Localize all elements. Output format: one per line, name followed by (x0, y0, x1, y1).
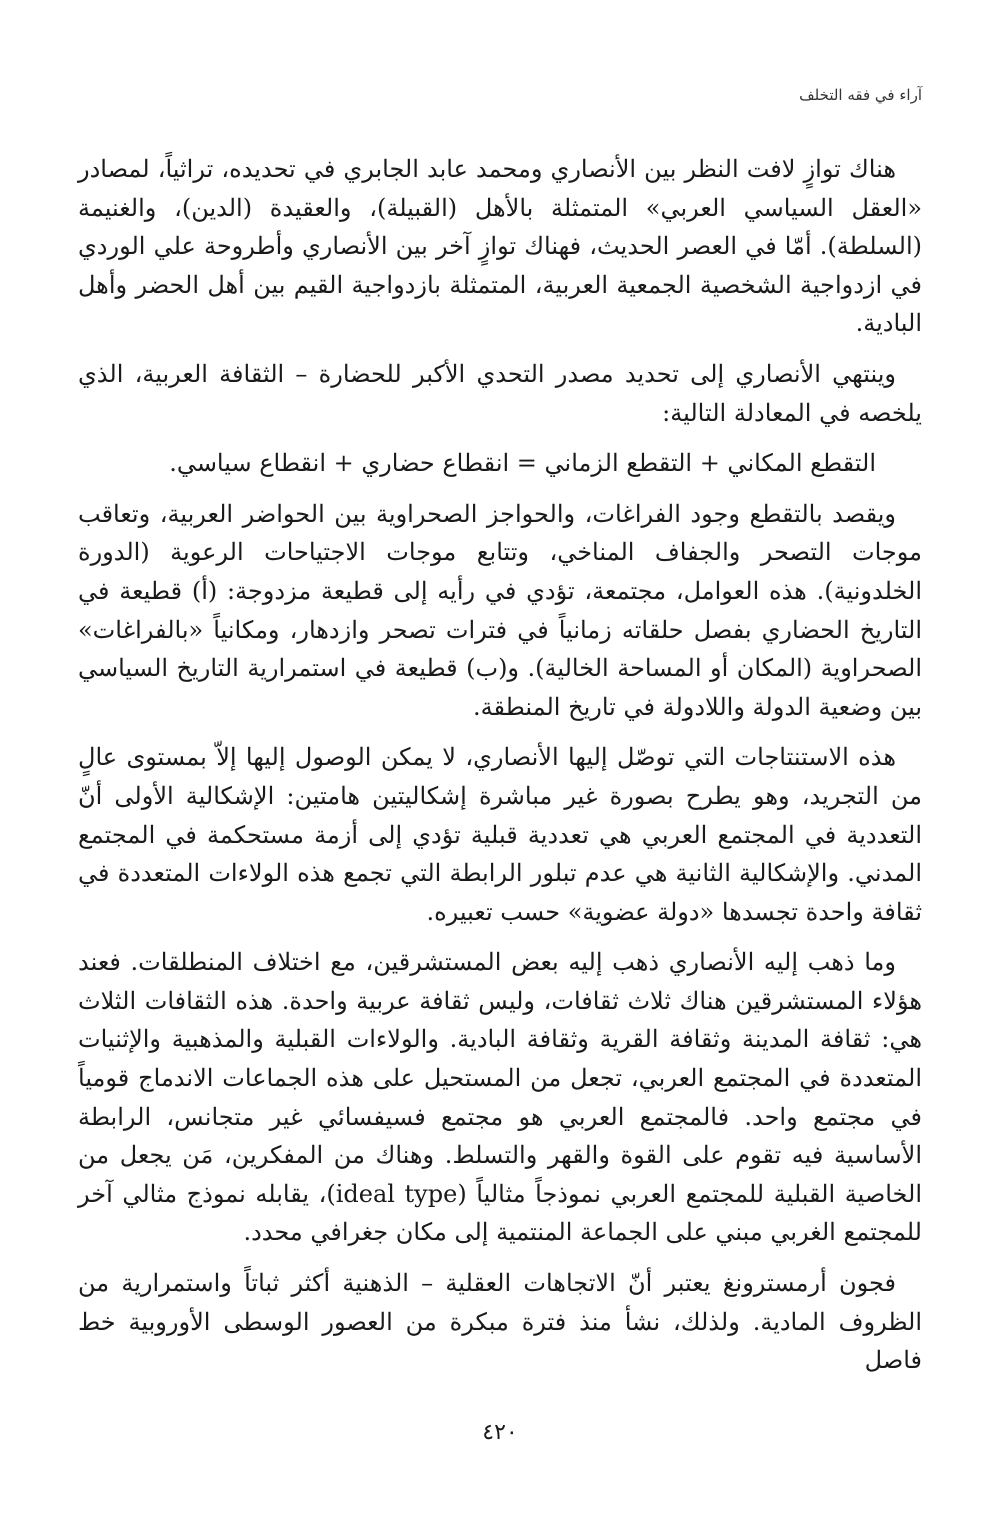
page-number: ٤٢٠ (482, 1420, 518, 1445)
equation-line: التقطع المكاني + التقطع الزماني = انقطاع حضاري + انقطاع سياسي. (169, 449, 876, 478)
paragraph-5: وما ذهب إليه الأنصاري ذهب إليه بعض المستشرقين، مع اختلاف المنطلقات. فعند هؤلاء المستشرقين هناك ثلاث ثقافات، وليس ثقافة عربية واحدة. هذه الثقافات الثلاث هي: ثقافة المدينة وثقافة القرية وثقافة البادية. والولاءات القبلية والمذهبية والإثنيات المتعددة في المجتمع العربي، تجعل من المستحيل على هذه الجماعات الاندماج قومياً في مجتمع واحد. فالمجتمع العربي هو مجتمع فسيفسائي غير متجانس، الرابطة الأساسية فيه تقوم على القوة والقهر والتسلط. وهناك من المفكرين، مَن يجعل من الخاصية القبلية للمجتمع العربي نموذجاً مثالياً (ideal type)، يقابله نموذج مثالي آخر للمجتمع الغربي مبني على الجماعة المنتمية إلى مكان جغرافي محدد. (78, 948, 922, 1247)
paragraph-4: هذه الاستنتاجات التي توصّل إليها الأنصاري، لا يمكن الوصول إليها إلاّ بمستوى عالٍ من التجريد، وهو يطرح بصورة غير مباشرة إشكاليتين هامتين: الإشكالية الأولى أنّ التعددية في المجتمع العربي هي تعددية قبلية تؤدي إلى أزمة مستحكمة في المجتمع المدني. والإشكالية الثانية هي عدم تبلور الرابطة التي تجمع هذه الولاءات المتعددة في ثقافة واحدة تجسدها «دولة عضوية» حسب تعبيره. (78, 743, 922, 926)
paragraph-6: فجون أرمسترونغ يعتبر أنّ الاتجاهات العقلية – الذهنية أكثر ثباتاً واستمرارية من الظروف المادية. ولذلك، نشأ منذ فترة مبكرة من العصور الوسطى الأوروبية خط فاصل (78, 1269, 922, 1375)
paragraph-3: ويقصد بالتقطع وجود الفراغات، والحواجز الصحراوية بين الحواضر العربية، وتعاقب موجات التصحر والجفاف المناخي، وتتابع موجات الاجتياحات الرعوية (الدورة الخلدونية). هذه العوامل، مجتمعة، تؤدي في رأيه إلى قطيعة مزدوجة: (أ) قطيعة في التاريخ الحضاري بفصل حلقاته زمانياً في فترات تصحر وازدهار، ومكانياً «بالفراغات» الصحراوية (المكان أو المساحة الخالية). و(ب) قطيعة في استمرارية التاريخ السياسي بين وضعية الدولة واللادولة في تاريخ المنطقة. (78, 499, 922, 721)
paragraph-1: هناك توازٍ لافت النظر بين الأنصاري ومحمد عابد الجابري في تحديده، تراثياً، لمصادر «العقل السياسي العربي» المتمثلة بالأهل (القبيلة)، والعقيدة (الدين)، والغنيمة (السلطة). أمّا في العصر الحديث، فهناك توازٍ آخر بين الأنصاري وأطروحة علي الوردي في ازدواجية الشخصية الجمعية العربية، المتمثلة بازدواجية القيم بين أهل الحضر وأهل البادية. (78, 155, 922, 338)
running-header: آراء في فقه التخلف (799, 86, 922, 104)
paragraph-2: وينتهي الأنصاري إلى تحديد مصدر التحدي الأكبر للحضارة – الثقافة العربية، الذي يلخصه في المعادلة التالية: (78, 359, 922, 427)
body-text (78, 150, 922, 1392)
